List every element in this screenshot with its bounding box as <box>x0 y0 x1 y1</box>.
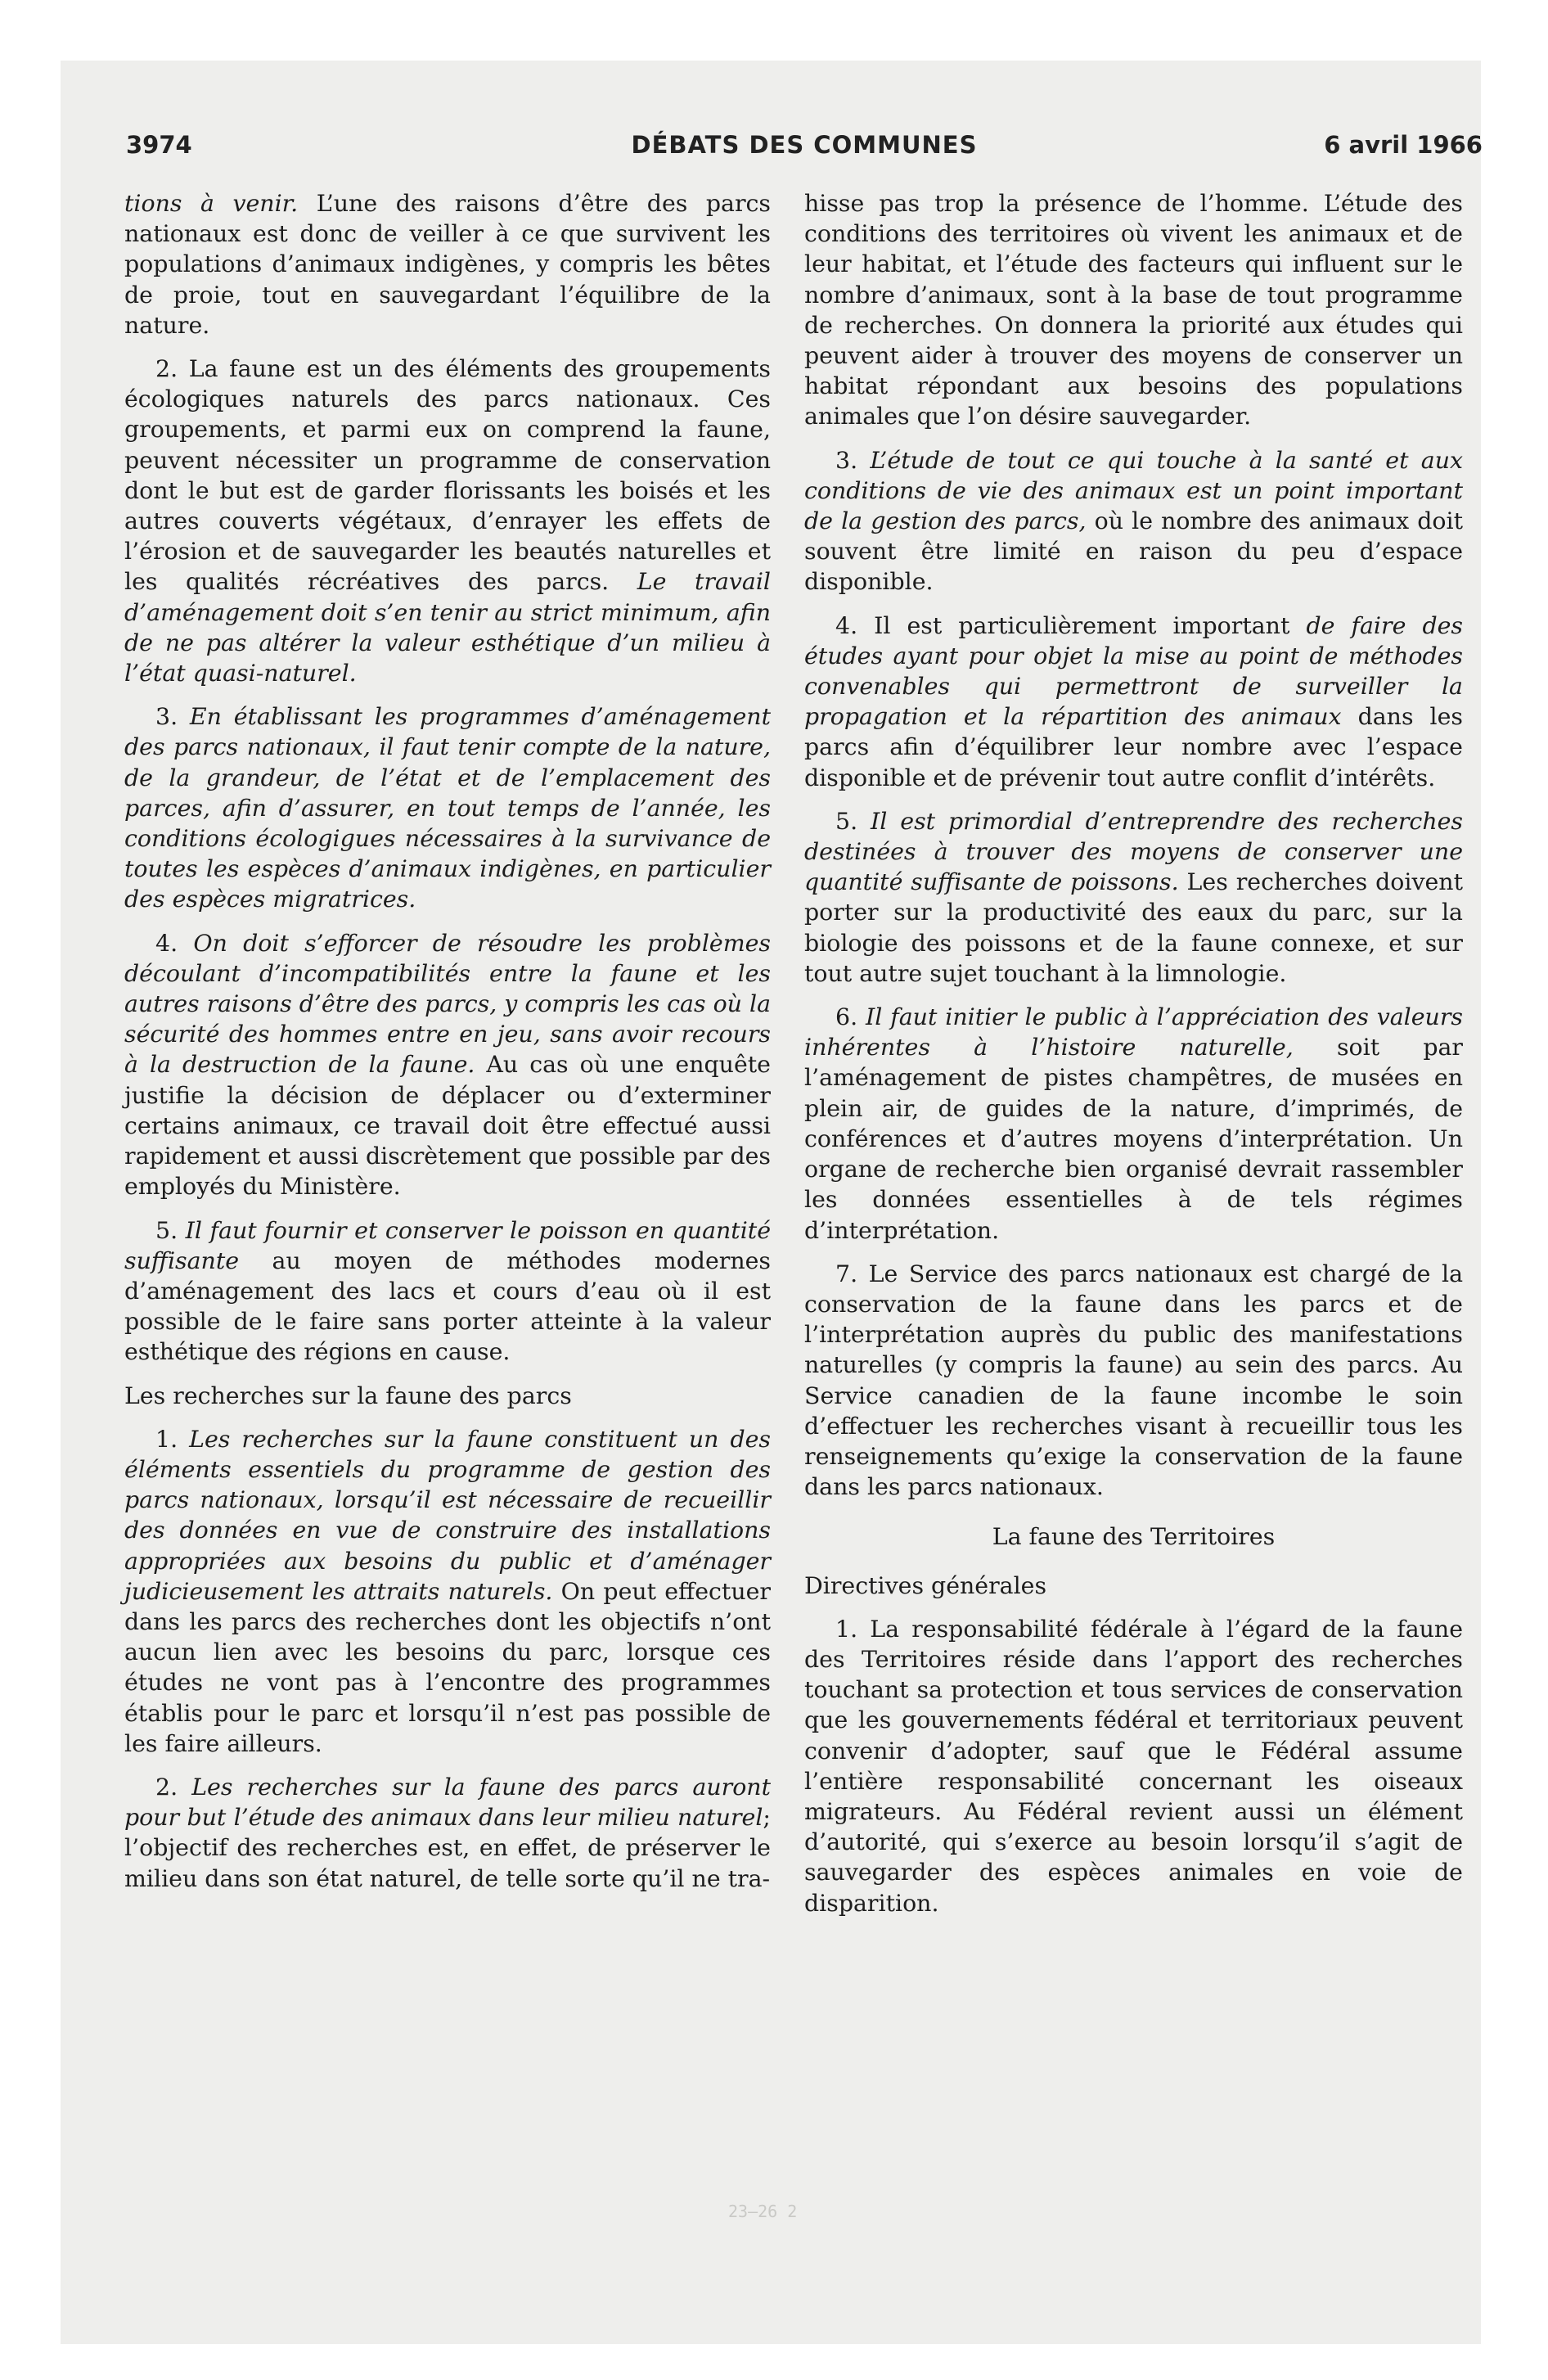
paragraph: 3. L’étude de tout ce qui touche à la santé et aux conditions de vie des animaux est un point important de la gestion des parcs, où le nombre des animaux doit souvent être limité en raison du peu d’espace disponible. <box>804 446 1463 596</box>
paragraph: 1. Les recherches sur la faune constituent un des éléments essentiels du programme de gestion des parcs nationaux, lorsqu’il est nécessaire de recueillir des données en vue de construire des installations appropriées aux besoins du public et d’aménager judicieusement les attraits naturels. On peut effectuer dans les parcs des recherches dont les objectifs n’ont aucun lien avec les besoins du parc, lorsque ces études ne vont pas à l’encontre des programmes établis pour le parc et lorsqu’il n’est pas possible de les faire ailleurs. <box>124 1425 771 1757</box>
running-title: DÉBATS DES COMMUNES <box>631 131 978 159</box>
paragraph: tions à venir. L’une des raisons d’être des parcs nationaux est donc de veiller à ce que survivent les populations d’animaux indigènes, y compris les bêtes de proie, tout en sauvegardant l’équilibre de la nature. <box>124 190 772 339</box>
paragraph: 1. La responsabilité fédérale à l’égard de la faune des Territoires réside dans l’apport des recherches touchant sa protection et tous services de conservation que les gouvernements fédéral et territoriaux peuvent convenir d’adopter, sauf que le Fédéral assume l’entière responsabilité concernant les oiseaux migrateurs. Au Fédéral revient aussi un élément d’autorité, qui s’exerce au besoin lorsqu’il s’agit de sauvegarder des espèces animales en voie de disparition. <box>804 1615 1463 1917</box>
section-heading: La faune des Territoires <box>992 1523 1276 1551</box>
page-number: 3974 <box>126 131 192 159</box>
left-column <box>124 188 771 1907</box>
page-header <box>126 131 1483 172</box>
paragraph: 4. On doit s’efforcer de résoudre les problèmes découlant d’incompatibilités entre la faune et les autres raisons d’être des parcs, y compris les cas où la sécurité des hommes entre en jeu, sans avoir recours à la destruction de la faune. Au cas où une enquête justifie la décision de déplacer ou d’exterminer certains animaux, ce travail doit être effectué aussi rapidement et aussi discrètement que possible par des employés du Ministère. <box>124 929 771 1201</box>
paragraph: 7. Le Service des parcs nationaux est chargé de la conservation de la faune dans les parcs et de l’interprétation auprès du public des manifestations naturelles (y compris la faune) au sein des parcs. Au Service canadien de la faune incombe le soin d’effectuer les recherches visant à recueillir tous les renseignements qu’exige la conservation de la faune dans les parcs nationaux. <box>804 1260 1463 1501</box>
paragraph: 2. Les recherches sur la faune des parcs auront pour but l’étude des animaux dans leur milieu naturel; l’objectif des recherches est, en effet, de préserver le milieu dans son état naturel, de telle sorte qu’il ne tra- <box>124 1773 771 1892</box>
paragraph: hisse pas trop la présence de l’homme. L’étude des conditions des territoires où vivent les animaux et de leur habitat, et l’étude des facteurs qui influent sur le nombre d’animaux, sont à la base de tout programme de recherches. On donnera la priorité aux études qui peuvent aider à trouver des moyens de conserver un habitat répondant aux besoins des populations animales que l’on désire sauvegarder. <box>804 190 1463 430</box>
paragraph: 6. Il faut initier le public à l’appréciation des valeurs inhérentes à l’histoire naturelle, soit par l’aménagement de pistes champêtres, de musées en plein air, de guides de la nature, d’imprimés, de conférences et d’autres moyens d’interprétation. Un organe de recherche bien organisé devrait rassembler les données essentielles à de tels régimes d’interprétation. <box>804 1003 1463 1244</box>
section-heading: Directives générales <box>804 1571 1047 1599</box>
right-column <box>804 188 1463 1931</box>
section-heading: Les recherches sur la faune des parcs <box>124 1382 572 1409</box>
paragraph: 5. Il faut fournir et conserver le poisson en quantité suffisante au moyen de méthodes modernes d’aménagement des lacs et cours d’eau où il est possible de le faire sans porter atteinte à la valeur esthétique des régions en cause. <box>124 1216 771 1366</box>
paragraph: 2. La faune est un des éléments des groupements écologiques naturels des parcs nationaux. Ces groupements, et parmi eux on comprend la faune, peuvent nécessiter un programme de conservation dont le but est de garder florissants les boisés et les autres couverts végétaux, d’enrayer les effets de l’érosion et de sauvegarder les beautés naturelles et les qualités récréatives des parcs. Le travail d’aménagement doit s’en tenir au strict minimum, afin de ne pas altérer la valeur esthétique d’un milieu à l’état quasi-naturel. <box>124 355 771 687</box>
paragraph: 5. Il est primordial d’entreprendre des recherches destinées à trouver des moyens de conserver une quantité suffisante de poissons. Les recherches doivent porter sur la productivité des eaux du parc, sur la biologie des poissons et de la faune connexe, et sur tout autre sujet touchant à la limnologie. <box>804 807 1463 987</box>
paragraph: 4. Il est particulièrement important de faire des études ayant pour objet la mise au point de méthodes convenables qui permettront de surveiller la propagation et la répartition des animaux dans les parcs afin d’équilibrer leur nombre avec l’espace disponible et de prévenir tout autre conflit d’intérêts. <box>804 611 1463 791</box>
printer-mark: 23—26 2 <box>728 2202 798 2221</box>
page-date: 6 avril 1966 <box>1324 131 1483 159</box>
paragraph: 3. En établissant les programmes d’aménagement des parcs nationaux, il faut tenir compte de la nature, de la grandeur, de l’état et de l’emplacement des parces, afin d’assurer, en tout temps de l’année, les conditions écologigues nécessaires à la survivance de toutes les espèces d’animaux indigènes, en particulier des espèces migratrices. <box>124 703 771 913</box>
